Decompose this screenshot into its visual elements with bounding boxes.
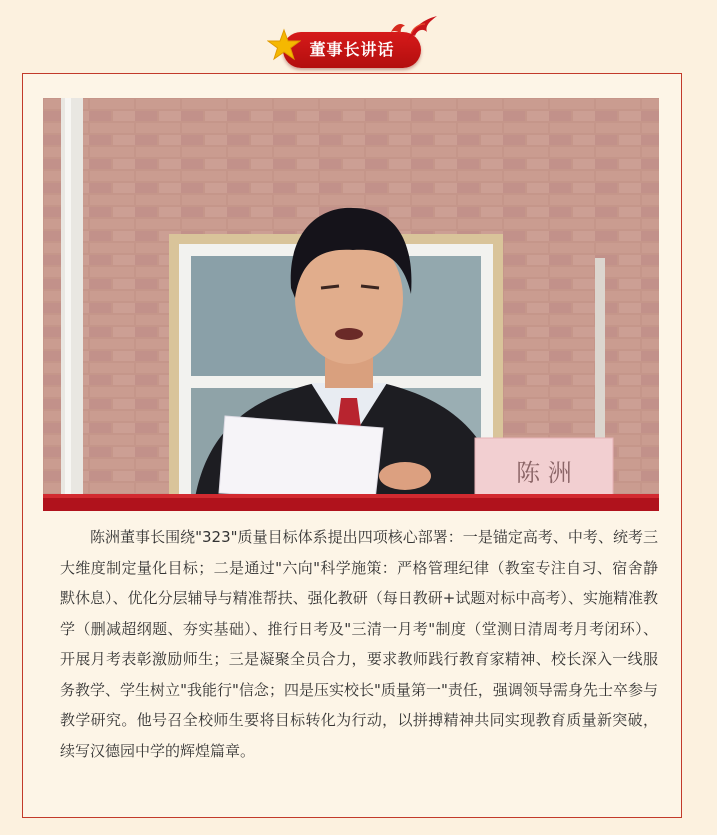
section-header [265, 12, 455, 70]
star-icon [267, 28, 301, 62]
nameplate-text: 陈 洲 [516, 459, 572, 487]
content-frame [22, 73, 682, 818]
speaker-photo [43, 98, 659, 511]
birds-icon [385, 12, 441, 46]
article-body: 陈洲董事长围绕"323"质量目标体系提出四项核心部署：一是锚定高考、中考、统考三大维度制定量化目标；二是通过"六向"科学施策：严格管理纪律（教室专注自习、宿舍静默休息）、优化分层辅导与精准帮扶、强化教研（每日教研+试题对标中高考）、实施精准教学（删减超纲题、夯实基础）、推行日考及"三清一月考"制度（堂测日清周考月考闭环）、开展月考表彰激励师生；三是凝聚全员合力，要求教师践行教育家精神、校长深入一线服务教学、学生树立"我能行"信念；四是压实校长"质量第一"责任，强调领导需身先士卒参与教学研究。他号召全校师生要将目标转化为行动，以拼搏精神共同实现教育质量新突破，续写汉德园中学的辉煌篇章。 [60, 528, 658, 760]
section-title: 董事长讲话 [309, 40, 395, 59]
